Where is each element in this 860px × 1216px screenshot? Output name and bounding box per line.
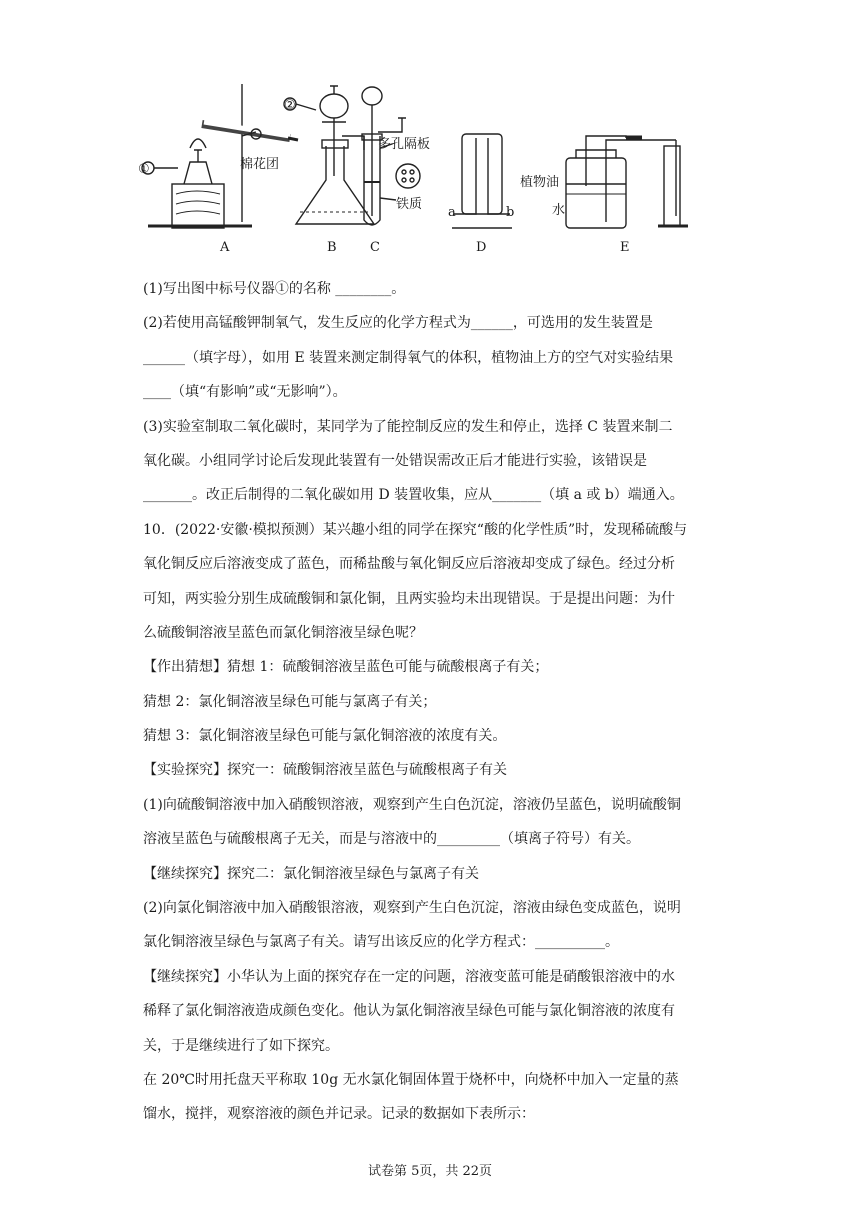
text-line: 【实验探究】探究一：硫酸铜溶液呈蓝色与硫酸根离子有关 <box>143 762 507 779</box>
label-porous-plate: 多孔隔板 <box>378 137 431 152</box>
label-one: ① <box>138 162 150 177</box>
text-line: (3)实验室制取二氧化碳时，某同学为了能控制反应的发生和停止，选择 C 装置来制二 <box>143 418 673 435</box>
text-line: 么硫酸铜溶液呈蓝色而氯化铜溶液呈绿色呢？ <box>143 624 423 641</box>
label-b: b <box>506 205 515 220</box>
text-line: 馏水，搅拌，观察溶液的颜色并记录。记录的数据如下表所示： <box>143 1106 535 1123</box>
text-line: 溶液呈蓝色与硫酸根离子无关，而是与溶液中的_________（填离子符号）有关。 <box>143 831 640 848</box>
text-line: 稀释了氯化铜溶液造成颜色变化。他认为氯化铜溶液呈绿色可能与氯化铜溶液的浓度有 <box>143 1003 675 1020</box>
apparatus-a <box>142 84 298 228</box>
question-text <box>143 272 723 1132</box>
text-line: (2)若使用高锰酸钾制氧气，发生反应的化学方程式为______，可选用的发生装置是 <box>143 315 653 332</box>
text-line: (1)写出图中标号仪器①的名称 ________。 <box>143 281 406 297</box>
text-line: 氯化铜溶液呈绿色与氯离子有关。请写出该反应的化学方程式：__________。 <box>143 934 619 951</box>
label-oil: 植物油 <box>520 175 560 190</box>
text-line: 10．(2022·安徽·模拟预测）某兴趣小组的同学在探究“酸的化学性质”时，发现稀硫酸与 <box>143 521 688 538</box>
page-footer: 试卷第 5页，共 22页 <box>367 1164 493 1179</box>
text-line: 【继续探究】小华认为上面的探究存在一定的问题，溶液变蓝可能是硝酸银溶液中的水 <box>143 968 675 985</box>
label-two: ② <box>284 98 296 113</box>
text-line: (2)向氯化铜溶液中加入硝酸银溶液，观察到产生白色沉淀，溶液由绿色变成蓝色，说明 <box>143 900 681 917</box>
apparatus-figure <box>140 76 700 256</box>
caption-c: C <box>370 240 380 255</box>
text-line: 猜想 3：氯化铜溶液呈绿色可能与氯化铜溶液的浓度有关。 <box>143 728 507 745</box>
text-line: (1)向硫酸铜溶液中加入硝酸钡溶液，观察到产生白色沉淀，溶液仍呈蓝色，说明硫酸铜 <box>143 796 681 813</box>
text-line: 在 20℃时用托盘天平称取 10g 无水氯化铜固体置于烧杯中，向烧杯中加入一定量的蒸 <box>143 1071 679 1088</box>
label-water: 水 <box>552 203 566 218</box>
apparatus-e <box>566 136 688 228</box>
text-line: 【作出猜想】猜想 1：硫酸铜溶液呈蓝色可能与硫酸根离子有关； <box>143 659 549 676</box>
apparatus-d <box>452 134 515 228</box>
caption-d: D <box>476 240 487 255</box>
text-line: 猜想 2：氯化铜溶液呈绿色可能与氯离子有关； <box>143 693 437 710</box>
text-line: 关，于是继续进行了如下探究。 <box>143 1037 339 1054</box>
text-line: ____（填“有影响”或“无影响”）。 <box>143 384 347 401</box>
caption-a: A <box>220 240 230 255</box>
text-line: ______（填字母），如用 E 装置来测定制得氧气的体积，植物油上方的空气对实验结果 <box>143 349 674 366</box>
text-line: 【继续探究】探究二：氯化铜溶液呈绿色与氯离子有关 <box>143 865 479 882</box>
label-iron: 铁质 <box>396 197 423 212</box>
caption-b: B <box>327 240 337 255</box>
label-a: a <box>448 205 456 220</box>
caption-e: E <box>620 240 630 255</box>
apparatus-b <box>284 86 374 224</box>
text-line: 氧化碳。小组同学讨论后发现此装置有一处错误需改正后才能进行实验，该错误是 <box>143 452 647 469</box>
text-line: _______。改正后制得的二氧化碳如用 D 装置收集，应从_______（填 a 或 b）端通入。 <box>143 487 684 504</box>
apparatus-diagram <box>140 76 700 256</box>
text-line: 可知，两实验分别生成硫酸铜和氯化铜，且两实验均未出现错误。于是提出问题：为什 <box>143 590 675 607</box>
text-line: 氧化铜反应后溶液变成了蓝色，而稀盐酸与氧化铜反应后溶液却变成了绿色。经过分析 <box>143 556 675 573</box>
label-cotton: 棉花团 <box>240 157 280 172</box>
